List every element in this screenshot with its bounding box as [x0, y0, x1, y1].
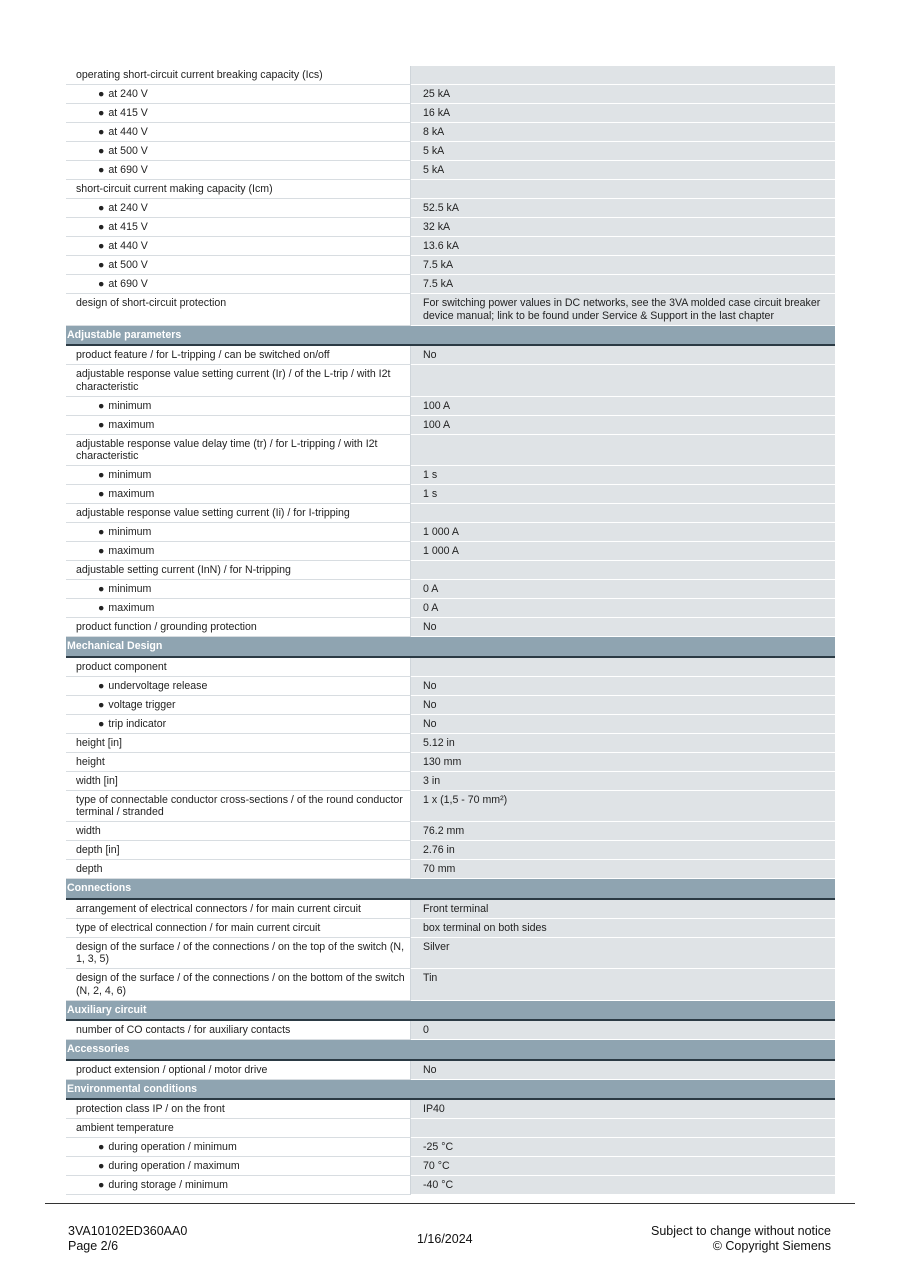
row-label	[66, 860, 411, 879]
row-label-text: adjustable setting current (InN) / for N-tripping	[76, 564, 291, 576]
table-row	[66, 822, 835, 841]
row-label-text: minimum	[108, 583, 152, 595]
bullet-icon: ●	[98, 126, 105, 138]
row-value: 3 in	[411, 772, 835, 791]
bullet-icon: ●	[98, 164, 105, 176]
bullet-icon: ●	[98, 259, 105, 271]
row-value: 13.6 kA	[411, 237, 835, 256]
row-value: No	[411, 1061, 835, 1080]
row-label	[66, 161, 411, 180]
row-label-text: height [in]	[76, 736, 122, 749]
row-value: 70 °C	[411, 1157, 835, 1176]
row-label	[66, 504, 411, 523]
section-header: Environmental conditions	[66, 1080, 835, 1101]
bullet-icon: ●	[98, 717, 105, 730]
row-value: 130 mm	[411, 753, 835, 772]
row-label	[66, 142, 411, 161]
row-label-text: adjustable response value setting current (Ii) / for I-tripping	[76, 507, 350, 519]
row-label-text: operating short-circuit current breaking capacity (Ics)	[76, 69, 323, 81]
row-label	[66, 346, 411, 365]
row-label	[66, 1138, 411, 1157]
row-value: 2.76 in	[411, 841, 835, 860]
row-label	[66, 1021, 411, 1040]
table-row	[66, 860, 835, 879]
row-label-text: at 690 V	[108, 278, 148, 290]
row-label	[66, 715, 411, 734]
row-label-text: type of connectable conductor cross-sections / of the round conductor terminal / stranded	[76, 793, 403, 818]
row-value: No	[411, 346, 835, 365]
table-row	[66, 275, 835, 294]
row-label	[66, 466, 411, 485]
table-row	[66, 1138, 835, 1157]
footer-right	[651, 1224, 831, 1254]
section-header: Auxiliary circuit	[66, 1001, 835, 1022]
section-header: Mechanical Design	[66, 637, 835, 658]
bullet-icon: ●	[98, 1160, 105, 1172]
row-label-text: at 415 V	[108, 107, 148, 119]
row-label-text: at 240 V	[108, 202, 148, 214]
table-row	[66, 753, 835, 772]
table-row	[66, 199, 835, 218]
row-label-text: design of the surface / of the connections / on the bottom of the switch (N, 2, 4, 6)	[76, 972, 405, 997]
row-label	[66, 237, 411, 256]
footer-date: 1/16/2024	[417, 1232, 473, 1246]
table-row	[66, 658, 835, 677]
row-value: No	[411, 677, 835, 696]
row-label	[66, 618, 411, 637]
row-label-text: type of electrical connection / for main current circuit	[76, 921, 321, 934]
table-row	[66, 416, 835, 435]
row-label-text: at 440 V	[108, 126, 148, 138]
row-value: -40 °C	[411, 1176, 835, 1195]
row-value: 5.12 in	[411, 734, 835, 753]
row-label	[66, 938, 411, 970]
row-label	[66, 66, 411, 85]
row-value: 100 A	[411, 397, 835, 416]
bullet-icon: ●	[98, 221, 105, 233]
row-value: 1 x (1,5 - 70 mm²)	[411, 791, 835, 823]
bullet-icon: ●	[98, 488, 105, 500]
row-value: 0 A	[411, 580, 835, 599]
bullet-icon: ●	[98, 145, 105, 157]
footer-left	[68, 1224, 187, 1254]
row-label	[66, 1176, 411, 1195]
table-row	[66, 256, 835, 275]
row-label-text: maximum	[108, 418, 155, 431]
row-label-text: product extension / optional / motor drive	[76, 1063, 268, 1076]
bullet-icon: ●	[98, 526, 105, 538]
row-label	[66, 416, 411, 435]
table-row	[66, 1061, 835, 1080]
row-label	[66, 485, 411, 504]
table-row	[66, 485, 835, 504]
copyright: © Copyright Siemens	[712, 1239, 831, 1253]
table-row	[66, 180, 835, 199]
table-row	[66, 1021, 835, 1040]
table-row	[66, 523, 835, 542]
bullet-icon: ●	[98, 602, 105, 614]
row-label	[66, 397, 411, 416]
table-row	[66, 1119, 835, 1138]
change-notice: Subject to change without notice	[651, 1224, 831, 1238]
row-label	[66, 523, 411, 542]
table-row	[66, 696, 835, 715]
row-label-text: during storage / minimum	[108, 1179, 228, 1191]
row-label	[66, 969, 411, 1001]
row-value: 25 kA	[411, 85, 835, 104]
row-label-text: at 240 V	[108, 88, 148, 100]
article-number: 3VA10102ED360AA0	[68, 1224, 188, 1238]
row-label-text: minimum	[108, 469, 152, 481]
bullet-icon: ●	[98, 679, 105, 692]
row-label-text: product function / grounding protection	[76, 621, 257, 633]
row-label	[66, 822, 411, 841]
row-label	[66, 599, 411, 618]
bullet-icon: ●	[98, 202, 105, 214]
row-value: box terminal on both sides	[411, 919, 835, 938]
row-value: 1 000 A	[411, 523, 835, 542]
row-label-text: adjustable response value delay time (tr) / for L-tripping / with I2t characteristic	[76, 437, 378, 462]
bullet-icon: ●	[98, 278, 105, 290]
table-row	[66, 599, 835, 618]
row-label-text: design of short-circuit protection	[76, 297, 227, 309]
table-row	[66, 561, 835, 580]
row-label	[66, 123, 411, 142]
row-label	[66, 772, 411, 791]
bullet-icon: ●	[98, 1141, 105, 1153]
table-row	[66, 1100, 835, 1119]
row-value: 5 kA	[411, 161, 835, 180]
row-value: 1 s	[411, 466, 835, 485]
table-row	[66, 791, 835, 823]
row-value	[411, 504, 835, 523]
table-row	[66, 294, 835, 326]
table-row	[66, 618, 835, 637]
row-label-text: at 415 V	[108, 221, 148, 233]
row-label-text: maximum	[108, 602, 155, 614]
row-label	[66, 1119, 411, 1138]
table-row	[66, 104, 835, 123]
page-number: Page 2/6	[68, 1239, 119, 1253]
row-label-text: depth	[76, 863, 103, 875]
row-value: 76.2 mm	[411, 822, 835, 841]
bullet-icon: ●	[98, 107, 105, 119]
row-label	[66, 580, 411, 599]
row-label-text: depth [in]	[76, 844, 120, 856]
table-row	[66, 218, 835, 237]
row-label	[66, 542, 411, 561]
section-header: Connections	[66, 879, 835, 900]
table-row	[66, 66, 835, 85]
table-row	[66, 237, 835, 256]
row-label	[66, 753, 411, 772]
table-row	[66, 1157, 835, 1176]
table-row	[66, 900, 835, 919]
row-label-text: adjustable response value setting current (Ir) / of the L-trip / with I2t characteristic	[76, 368, 391, 393]
row-value: No	[411, 696, 835, 715]
row-label-text: trip indicator	[108, 717, 167, 730]
row-label	[66, 275, 411, 294]
bullet-icon: ●	[98, 418, 105, 431]
row-label	[66, 1100, 411, 1119]
row-label-text: minimum	[108, 526, 152, 538]
table-row	[66, 466, 835, 485]
row-label	[66, 256, 411, 275]
row-value	[411, 561, 835, 580]
bullet-icon: ●	[98, 583, 105, 595]
row-label-text: ambient temperature	[76, 1122, 174, 1134]
row-value: 7.5 kA	[411, 275, 835, 294]
table-row	[66, 841, 835, 860]
row-label	[66, 734, 411, 753]
section-header: Accessories	[66, 1040, 835, 1061]
row-label-text: at 500 V	[108, 259, 148, 271]
row-label	[66, 791, 411, 823]
row-value: -25 °C	[411, 1138, 835, 1157]
row-value	[411, 435, 835, 467]
row-value: No	[411, 715, 835, 734]
row-value	[411, 658, 835, 677]
table-row	[66, 85, 835, 104]
bullet-icon: ●	[98, 698, 105, 711]
row-label	[66, 104, 411, 123]
row-value	[411, 180, 835, 199]
row-value: 0	[411, 1021, 835, 1040]
row-label	[66, 365, 411, 397]
section-header: Adjustable parameters	[66, 326, 835, 347]
table-row	[66, 346, 835, 365]
row-label-text: at 440 V	[108, 240, 148, 252]
row-value: 52.5 kA	[411, 199, 835, 218]
row-label-text: at 500 V	[108, 145, 148, 157]
bullet-icon: ●	[98, 240, 105, 252]
row-label	[66, 658, 411, 677]
row-label	[66, 841, 411, 860]
row-label-text: product component	[76, 660, 167, 673]
table-row	[66, 161, 835, 180]
row-label-text: product feature / for L-tripping / can be switched on/off	[76, 349, 330, 361]
table-row	[66, 969, 835, 1001]
table-row	[66, 919, 835, 938]
row-label	[66, 677, 411, 696]
table-row	[66, 715, 835, 734]
row-label-text: design of the surface / of the connections / on the top of the switch (N, 1, 3, 5)	[76, 940, 405, 965]
table-row	[66, 123, 835, 142]
row-value: 5 kA	[411, 142, 835, 161]
row-value: For switching power values in DC networks, see the 3VA molded case circuit breaker device manual; link to be found under Service & Support in the last chapter	[411, 294, 835, 326]
table-row	[66, 435, 835, 467]
table-row	[66, 365, 835, 397]
row-value: IP40	[411, 1100, 835, 1119]
row-value: Tin	[411, 969, 835, 1001]
row-label	[66, 180, 411, 199]
row-label-text: width	[76, 825, 101, 837]
row-value	[411, 365, 835, 397]
row-label	[66, 85, 411, 104]
row-label	[66, 900, 411, 919]
row-value	[411, 1119, 835, 1138]
row-label-text: undervoltage release	[108, 679, 208, 692]
row-label-text: short-circuit current making capacity (Icm)	[76, 183, 273, 195]
row-label	[66, 199, 411, 218]
row-label	[66, 919, 411, 938]
row-label	[66, 696, 411, 715]
row-label-text: minimum	[108, 399, 152, 412]
table-row	[66, 734, 835, 753]
row-label	[66, 435, 411, 467]
row-label	[66, 218, 411, 237]
row-value	[411, 66, 835, 85]
row-label-text: height	[76, 755, 105, 768]
table-row	[66, 142, 835, 161]
row-value: 8 kA	[411, 123, 835, 142]
row-label-text: arrangement of electrical connectors / for main current circuit	[76, 902, 361, 915]
row-value: 16 kA	[411, 104, 835, 123]
row-label-text: at 690 V	[108, 164, 148, 176]
row-value: No	[411, 618, 835, 637]
row-value: 32 kA	[411, 218, 835, 237]
row-label-text: during operation / minimum	[108, 1141, 237, 1153]
row-label	[66, 1157, 411, 1176]
row-label-text: width [in]	[76, 774, 118, 787]
row-label-text: voltage trigger	[108, 698, 176, 711]
table-row	[66, 580, 835, 599]
bullet-icon: ●	[98, 469, 105, 481]
row-label	[66, 1061, 411, 1080]
bullet-icon: ●	[98, 88, 105, 100]
table-row	[66, 677, 835, 696]
row-value: 1 s	[411, 485, 835, 504]
row-label	[66, 294, 411, 326]
row-label-text: maximum	[108, 545, 155, 557]
table-row	[66, 772, 835, 791]
spec-table	[66, 66, 835, 1195]
row-value: 7.5 kA	[411, 256, 835, 275]
row-label-text: during operation / maximum	[108, 1160, 240, 1172]
bullet-icon: ●	[98, 1179, 105, 1191]
table-row	[66, 504, 835, 523]
table-row	[66, 397, 835, 416]
row-value: 1 000 A	[411, 542, 835, 561]
table-row	[66, 1176, 835, 1195]
table-row	[66, 542, 835, 561]
row-value: Silver	[411, 938, 835, 970]
footer-divider	[45, 1203, 855, 1204]
row-value: Front terminal	[411, 900, 835, 919]
row-label-text: protection class IP / on the front	[76, 1103, 225, 1115]
bullet-icon: ●	[98, 399, 105, 412]
row-value: 70 mm	[411, 860, 835, 879]
bullet-icon: ●	[98, 545, 105, 557]
table-row	[66, 938, 835, 970]
row-label-text: maximum	[108, 488, 155, 500]
row-label-text: number of CO contacts / for auxiliary contacts	[76, 1024, 291, 1036]
row-label	[66, 561, 411, 580]
row-value: 100 A	[411, 416, 835, 435]
row-value: 0 A	[411, 599, 835, 618]
